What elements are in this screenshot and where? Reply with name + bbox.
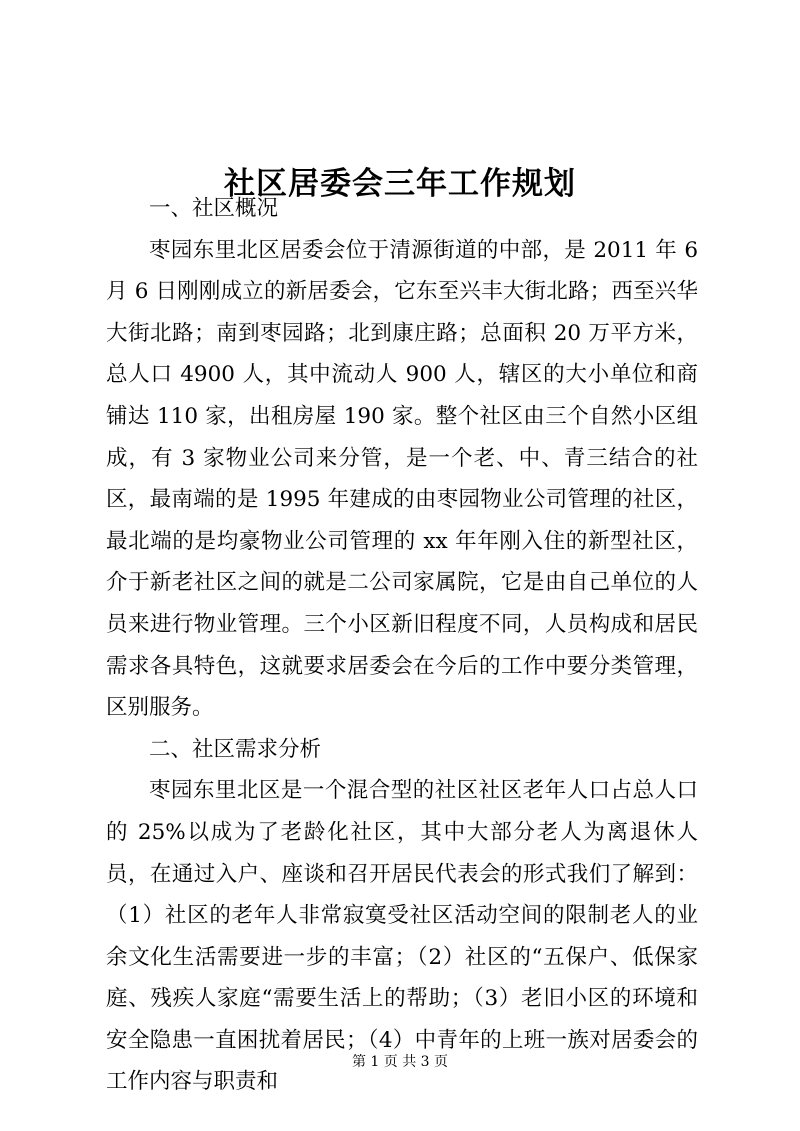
document-body [106, 188, 698, 1103]
section-heading: 一、社区概况 [149, 196, 279, 221]
section-heading: 二、社区需求分析 [149, 736, 322, 762]
document-title: 社区居委会三年工作规划 [224, 165, 576, 202]
section-paragraph: 枣园东里北区居委会位于清源街道的中部，是 2011 年 6 月 6 日刚刚成立的新居委会，它东至兴丰大街北路；西至兴华大街北路；南到枣园路；北到康庄路；总面积 20 万平方米，总人口 4900 人，其中流动人 900 人，辖区的大小单位和商铺达 110 家，出租房屋 190 家。整个社区由三个自然小区组成，有 3 家物业公司来分管，是一个老、中、青三结合的社区，最南端的是 1995 年建成的由枣园物业公司管理的社区，最北端的是均豪物业公司管理的 xx 年年刚入住的新型社区，介于新老社区之间的就是二公司家属院，它是由自己单位的人员来进行物业管理。三个小区新旧程度不同，人员构成和居民需求各具特色，这就要求居委会在今后的工作中要分类管理，区别服务。 [106, 237, 698, 721]
section-paragraph: 枣园东里北区是一个混合型的社区社区老年人口占总人口的 25%以成为了老龄化社区，其中大部分老人为离退休人员，在通过入户、座谈和召开居民代表会的形式我们了解到：（1）社区的老年人非常寂寞受社区活动空间的限制老人的业余文化生活需要进一步的丰富；（2）社区的“五保户、低保家庭、残疾人家庭“需要生活上的帮助；（3）老旧小区的环境和安全隐患一直困扰着居民；（4）中青年的上班一族对居委会的工作内容与职责和 [106, 778, 698, 1095]
page-number-footer: 第 1 页 共 3 页 [351, 1054, 449, 1070]
